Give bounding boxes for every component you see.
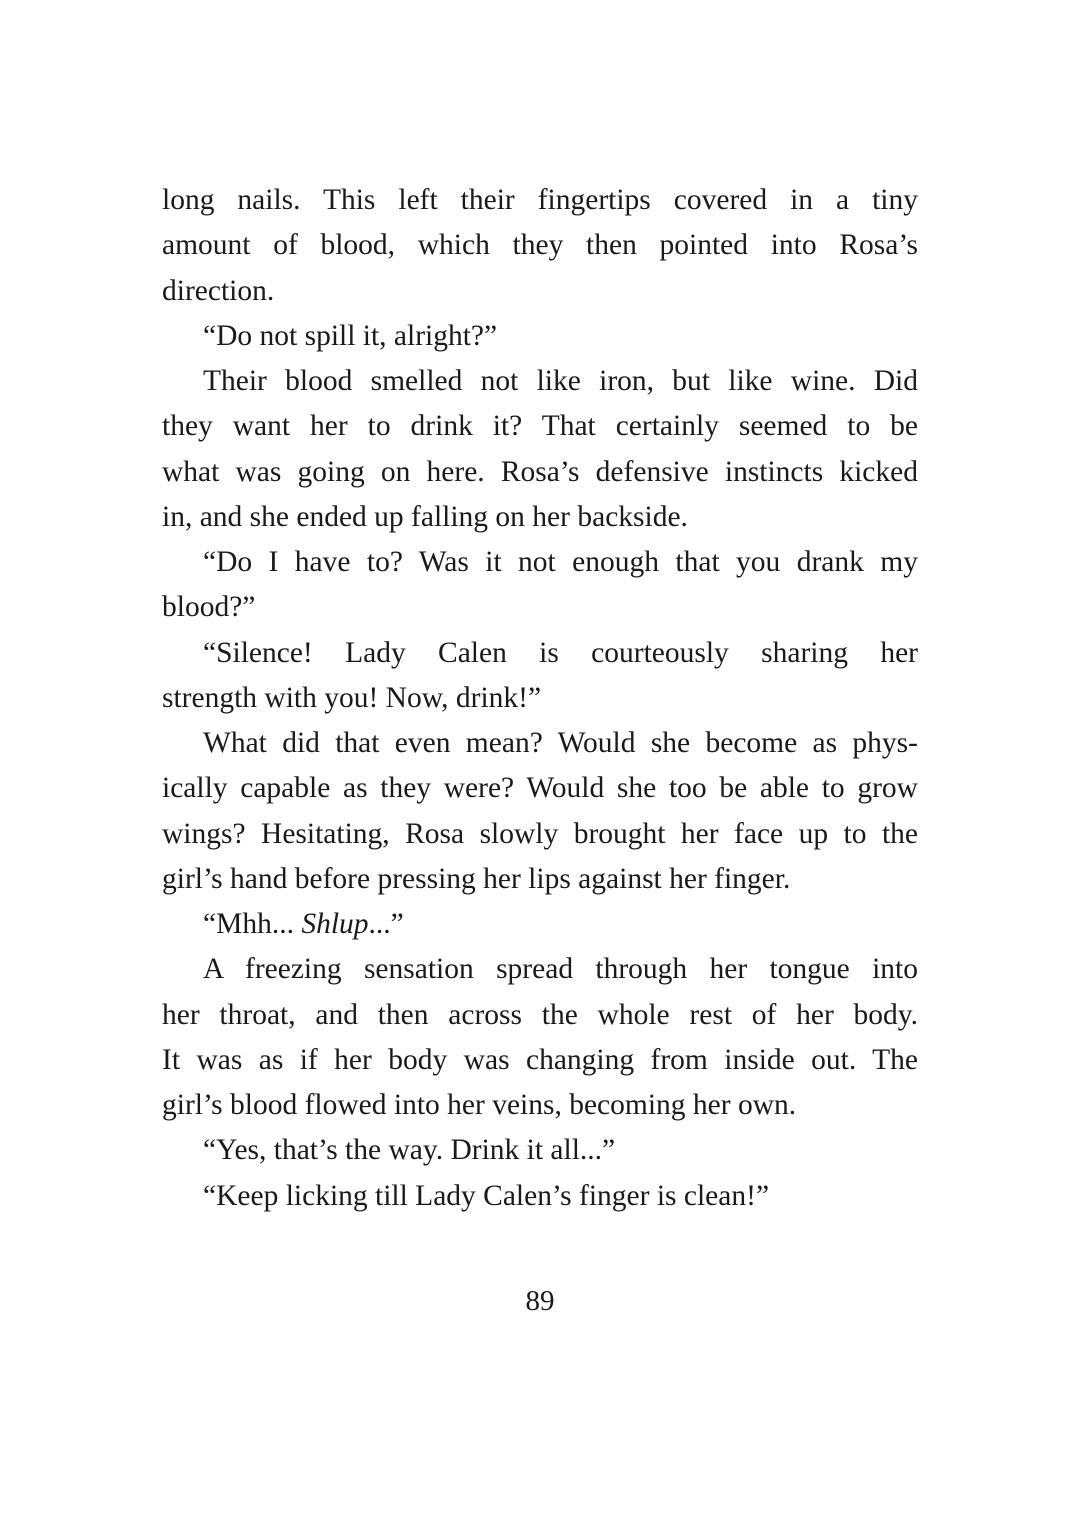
text-line: What did that even mean? Would she become as phys- <box>203 727 918 759</box>
text-line: wings? Hesitating, Rosa slowly brought her face up to the <box>162 817 918 850</box>
text-line: long nails. This left their fingertips covered in a tiny <box>162 184 918 216</box>
text-line: “Silence! Lady Calen is courteously sharing her <box>203 636 918 669</box>
text-line: in, and she ended up falling on her backside. <box>162 500 688 533</box>
body-text <box>162 178 918 1219</box>
text-line: amount of blood, which they then pointed into Rosa’s <box>162 229 918 262</box>
text-line <box>162 902 918 947</box>
text-line: what was going on here. Rosa’s defensive instincts kicked <box>162 455 918 488</box>
text-line: A freezing sensation spread through her tongue into <box>203 953 918 986</box>
italic-text: Shlup <box>301 908 369 940</box>
page-number: 89 <box>525 1285 555 1317</box>
text-line: It was as if her body was changing from inside out. The <box>162 1043 918 1076</box>
text-line: girl’s blood flowed into her veins, becoming her own. <box>162 1089 797 1121</box>
text-line: Their blood smelled not like iron, but like wine. Did <box>203 365 918 397</box>
text-line: they want her to drink it? That certainly seemed to be <box>162 410 918 443</box>
text-line: “Yes, that’s the way. Drink it all...” <box>203 1134 616 1167</box>
text-line: ically capable as they were? Would she too be able to grow <box>162 772 918 805</box>
text-line: her throat, and then across the whole rest of her body. <box>162 998 918 1031</box>
text-line: blood?” <box>162 591 256 624</box>
text-line: “Do not spill it, alright?” <box>203 319 498 352</box>
text-line: strength with you! Now, drink!” <box>162 681 542 714</box>
text-span: “Mhh... <box>203 908 302 940</box>
text-span: ...” <box>368 908 404 940</box>
text-line: direction. <box>162 274 275 307</box>
text-line: “Keep licking till Lady Calen’s finger is clean!” <box>203 1179 770 1212</box>
text-line: “Do I have to? Was it not enough that you drank my <box>203 546 918 578</box>
text-line: girl’s hand before pressing her lips against her finger. <box>162 862 791 895</box>
